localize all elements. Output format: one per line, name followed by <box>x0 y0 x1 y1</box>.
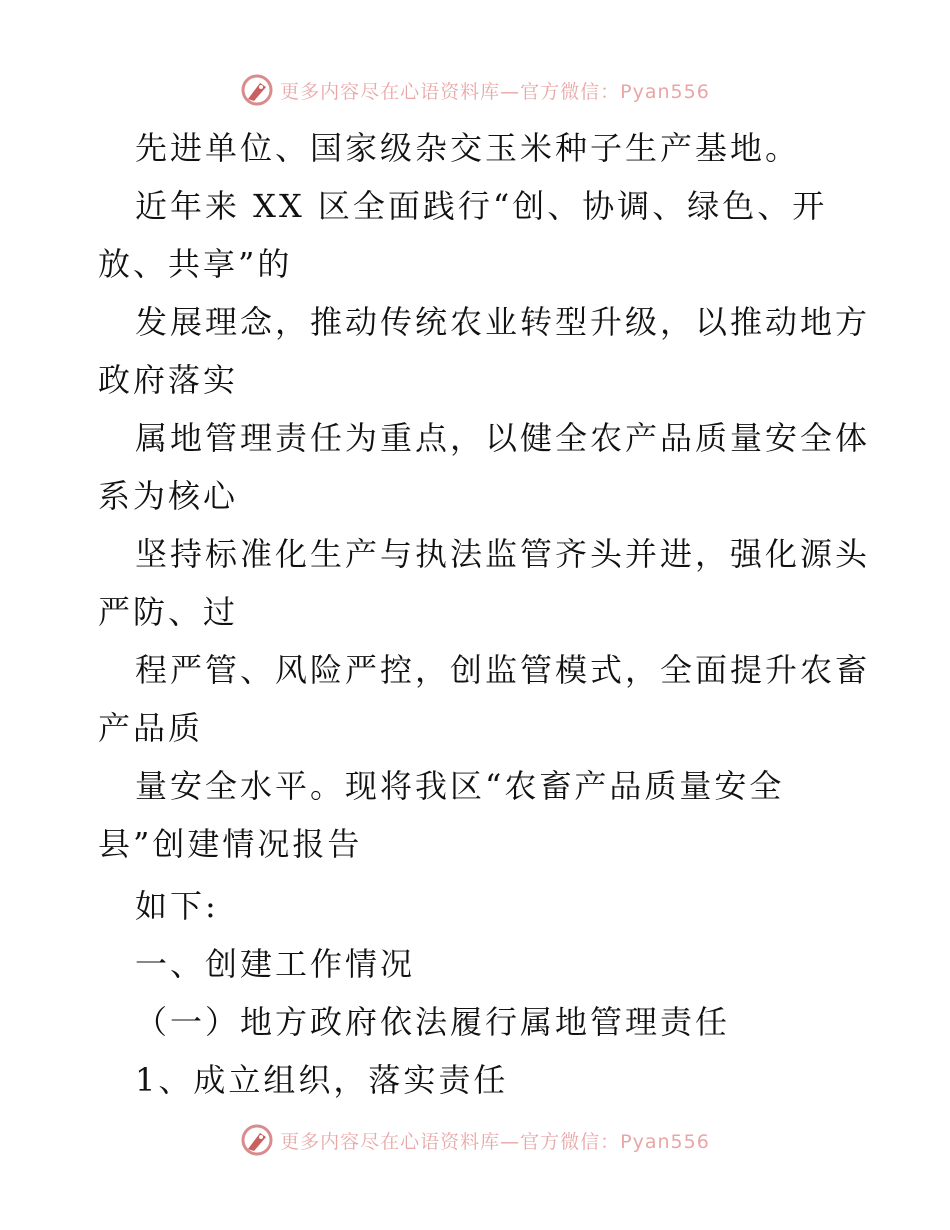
text-line: 系为核心 <box>98 477 239 515</box>
text-line: 政府落实 <box>98 361 239 399</box>
text-line: 放、共享”的 <box>98 245 293 283</box>
item-heading: 1、成立组织，落实责任 <box>135 1061 509 1099</box>
text-line: 属地管理责任为重点，以健全农产品质量安全体 <box>135 419 871 457</box>
text-line: 先进单位、国家级杂交玉米种子生产基地。 <box>135 129 801 167</box>
watermark-footer <box>0 1120 950 1160</box>
text-line: 近年来 XX 区全面践行“创、协调、绿色、开 <box>135 187 828 225</box>
text-line: 发展理念，推动传统农业转型升级，以推动地方 <box>135 303 871 341</box>
text-line: 程严管、风险严控，创监管模式，全面提升农畜 <box>135 651 871 689</box>
text-line: 量安全水平。现将我区“农畜产品质量安全 <box>135 767 785 805</box>
watermark-text: 更多内容尽在心语资料库—官方微信：Pyan556 <box>280 1130 710 1153</box>
text-line: 坚持标准化生产与执法监管齐头并进，强化源头 <box>135 535 871 573</box>
watermark-text: 更多内容尽在心语资料库—官方微信：Pyan556 <box>280 80 710 103</box>
section-heading: 一、创建工作情况 <box>135 945 416 983</box>
text-line: 严防、过 <box>98 593 239 631</box>
subsection-heading: （一）地方政府依法履行属地管理责任 <box>135 1003 731 1041</box>
pen-nib-logo-icon <box>240 1123 274 1157</box>
text-line: 如下: <box>135 887 219 925</box>
text-line: 产品质 <box>98 709 204 747</box>
text-line: 县”创建情况报告 <box>98 825 363 863</box>
